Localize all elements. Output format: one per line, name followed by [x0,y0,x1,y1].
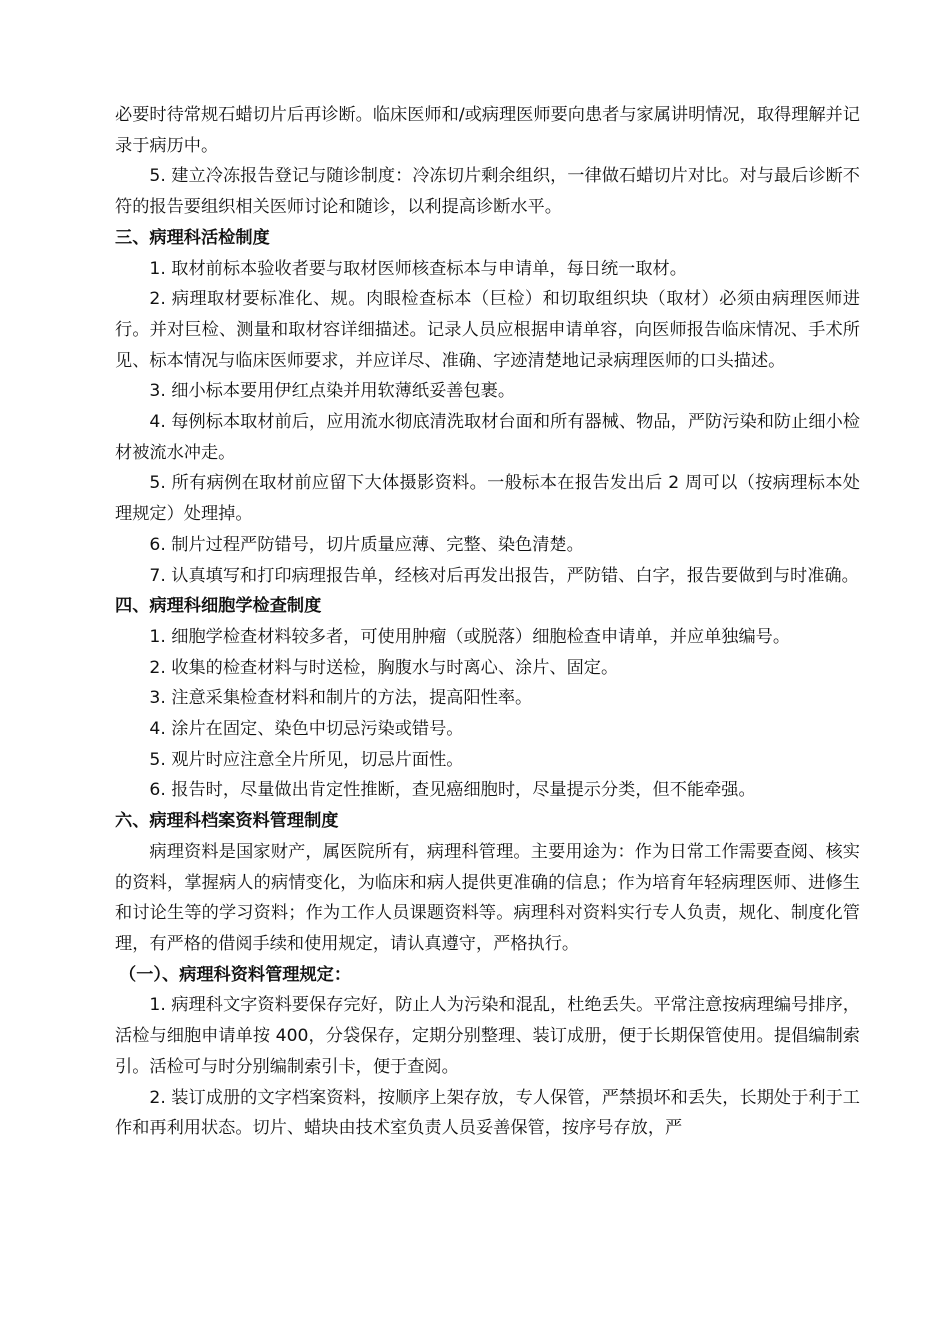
section-heading-biopsy: 三、病理科活检制度 [115,227,270,248]
paragraph-biopsy-1: 1. 取材前标本验收者要与取材医师核查标本与申请单，每日统一取材。 [149,258,687,279]
paragraph-item-5-frozen-report: 5. 建立冷冻报告登记与随诊制度：冷冻切片剩余组织，一律做石蜡切片对比。对与最后诊断不符的报告要组织相关医师讨论和随诊，以利提高诊断水平。 [115,166,860,218]
paragraph-data-rules-1: 1. 病理科文字资料要保存完好，防止人为污染和混乱，杜绝丢失。平常注意按病理编号排序，活检与细胞申请单按 400，分袋保存，定期分别整理、装订成册，便于长期保管使用。提倡编制索引。活检可与时分别编制索引卡，便于查阅。 [115,995,860,1077]
paragraph-biopsy-6: 6. 制片过程严防错号，切片质量应薄、完整、染色清楚。 [149,534,584,555]
paragraph-cytology-2: 2. 收集的检查材料与时送检，胸腹水与时离心、涂片、固定。 [149,657,619,678]
paragraph-cytology-5: 5. 观片时应注意全片所见，切忌片面性。 [149,749,464,770]
paragraph-biopsy-2: 2. 病理取材要标准化、规。肉眼检查标本（巨检）和切取组织块（取材）必须由病理医师进行。并对巨检、测量和取材容详细描述。记录人员应根据申请单容，向医师报告临床情况、手术所见、标本情况与临床医师要求，并应详尽、准确、字迹清楚地记录病理医师的口头描述。 [115,289,860,371]
paragraph-cytology-3: 3. 注意采集检查材料和制片的方法，提高阳性率。 [149,688,533,709]
paragraph-continued: 必要时待常规石蜡切片后再诊断。临床医师和/或病理医师要向患者与家属讲明情况，取得理解并记录于病历中。 [115,105,860,156]
subsection-heading-data-rules: （一）、病理科资料管理规定： [119,964,352,985]
paragraph-cytology-6: 6. 报告时，尽量做出肯定性推断，查见癌细胞时，尽量提示分类，但不能牵强。 [149,780,756,801]
section-heading-cytology: 四、病理科细胞学检查制度 [115,596,322,617]
paragraph-archives-intro: 病理资料是国家财产，属医院所有，病理科管理。主要用途为：作为日常工作需要查阅、核实的资料，掌握病人的病情变化，为临床和病人提供更准确的信息；作为培育年轻病理医师、进修生和讨论生等的学习资料；作为工作人员课题资料等。病理科对资料实行专人负责，规化、制度化管理，有严格的借阅手续和使用规定，请认真遵守，严格执行。 [115,841,860,954]
paragraph-biopsy-7: 7. 认真填写和打印病理报告单，经核对后再发出报告，严防错、白字，报告要做到与时准确。 [149,565,859,586]
section-heading-archives: 六、病理科档案资料管理制度 [115,811,339,832]
paragraph-biopsy-3: 3. 细小标本要用伊红点染并用软薄纸妥善包裹。 [149,381,516,402]
paragraph-cytology-1: 1. 细胞学检查材料较多者，可使用肿瘤（或脱落）细胞检查申请单，并应单独编号。 [149,626,791,647]
paragraph-cytology-4: 4. 涂片在固定、染色中切忌污染或错号。 [149,719,464,740]
paragraph-data-rules-2: 2. 装订成册的文字档案资料，按顺序上架存放，专人保管，严禁损坏和丢失，长期处于利于工作和再利用状态。切片、蜡块由技术室负责人员妥善保管，按序号存放，严 [115,1087,860,1139]
paragraph-biopsy-5: 5. 所有病例在取材前应留下大体摄影资料。一般标本在报告发出后 2 周可以（按病理标本处理规定）处理掉。 [115,473,860,525]
paragraph-biopsy-4: 4. 每例标本取材前后，应用流水彻底清洗取材台面和所有器械、物品，严防污染和防止细小检材被流水冲走。 [115,412,860,463]
